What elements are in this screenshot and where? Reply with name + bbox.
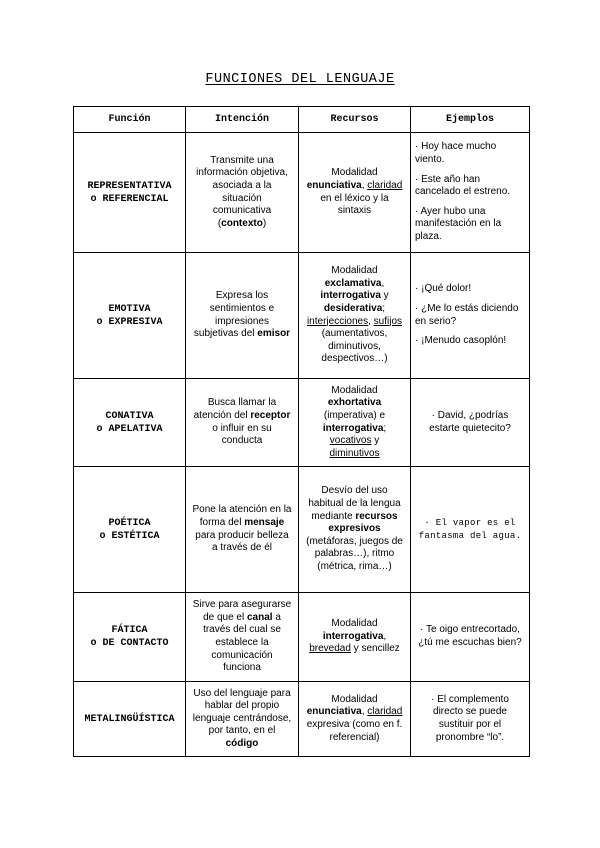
example-item: · Te oigo entrecortado, ¿tú me escuchas bien?: [418, 624, 522, 648]
table-header-row: [74, 107, 530, 133]
function-name: POÉTICA o ESTÉTICA: [74, 467, 186, 593]
function-name: METALINGÜÍSTICA: [74, 682, 186, 757]
table-row: [74, 133, 530, 253]
intention-cell: Pone la atención en la forma del mensaje para producir belleza a través de él: [186, 467, 299, 593]
intention-cell: Transmite una información objetiva, asociada a la situación comunicativa (contexto): [186, 133, 299, 253]
examples-cell: [411, 253, 530, 379]
header-recursos: Recursos: [299, 107, 411, 133]
example-item: · David, ¿podrías estarte quietecito?: [429, 409, 511, 434]
resources-cell: Modalidad exclamativa, interrogativa y desiderativa; interjecciones, sufijos (aumentativos, diminutivos, despectivos…): [299, 253, 411, 379]
examples-cell: [411, 467, 530, 593]
function-name: CONATIVA o APELATIVA: [74, 379, 186, 467]
resources-cell: Modalidad enunciativa, claridad expresiva (como en f. referencial): [299, 682, 411, 757]
examples-cell: [411, 593, 530, 682]
table-row: [74, 253, 530, 379]
table-row: [74, 379, 530, 467]
example-item: · ¡Qué dolor!: [415, 283, 472, 295]
resources-cell: Modalidad enunciativa, claridad en el léxico y la sintaxis: [299, 133, 411, 253]
function-name: REPRESENTATIVA o REFERENCIAL: [74, 133, 186, 253]
intention-cell: Sirve para asegurarse de que el canal a través del cual se establece la comunicación funciona: [186, 593, 299, 682]
header-funcion: Función: [74, 107, 186, 133]
example-item: · Ayer hubo una manifestación en la plaza.: [415, 205, 502, 242]
examples-cell: [411, 682, 530, 757]
header-intencion: Intención: [186, 107, 299, 133]
intention-cell: Busca llamar la atención del receptor o influir en su conducta: [186, 379, 299, 467]
intention-cell: Uso del lenguaje para hablar del propio lenguaje centrándose, por tanto, en el código: [186, 682, 299, 757]
example-item: · El vapor es el fantasma del agua.: [418, 517, 522, 541]
resources-cell: Desvío del uso habitual de la lengua mediante recursos expresivos (metáforas, juegos de palabras…), ritmo (métrica, rima…): [299, 467, 411, 593]
example-item: · ¿Me lo estás diciendo en serio?: [415, 302, 519, 327]
table-row: [74, 593, 530, 682]
function-name: FÁTICA o DE CONTACTO: [74, 593, 186, 682]
page-title: FUNCIONES DEL LENGUAJE: [205, 72, 395, 87]
functions-table: [73, 106, 530, 757]
function-name: EMOTIVA o EXPRESIVA: [74, 253, 186, 379]
header-ejemplos: Ejemplos: [411, 107, 530, 133]
table-row: [74, 682, 530, 757]
intention-cell: Expresa los sentimientos e impresiones subjetivas del emisor: [186, 253, 299, 379]
resources-cell: Modalidad interrogativa, brevedad y sencillez: [299, 593, 411, 682]
examples-cell: [411, 379, 530, 467]
example-item: · Hoy hace mucho viento.: [415, 141, 497, 166]
examples-cell: [411, 133, 530, 253]
example-item: · El complemento directo se puede sustituir por el pronombre “lo”.: [431, 693, 509, 743]
resources-cell: Modalidad exhortativa (imperativa) e interrogativa; vocativos y diminutivos: [299, 379, 411, 467]
example-item: · ¡Menudo casoplón!: [415, 335, 507, 347]
table-row: [74, 467, 530, 593]
example-item: · Este año han cancelado el estreno.: [415, 173, 511, 198]
